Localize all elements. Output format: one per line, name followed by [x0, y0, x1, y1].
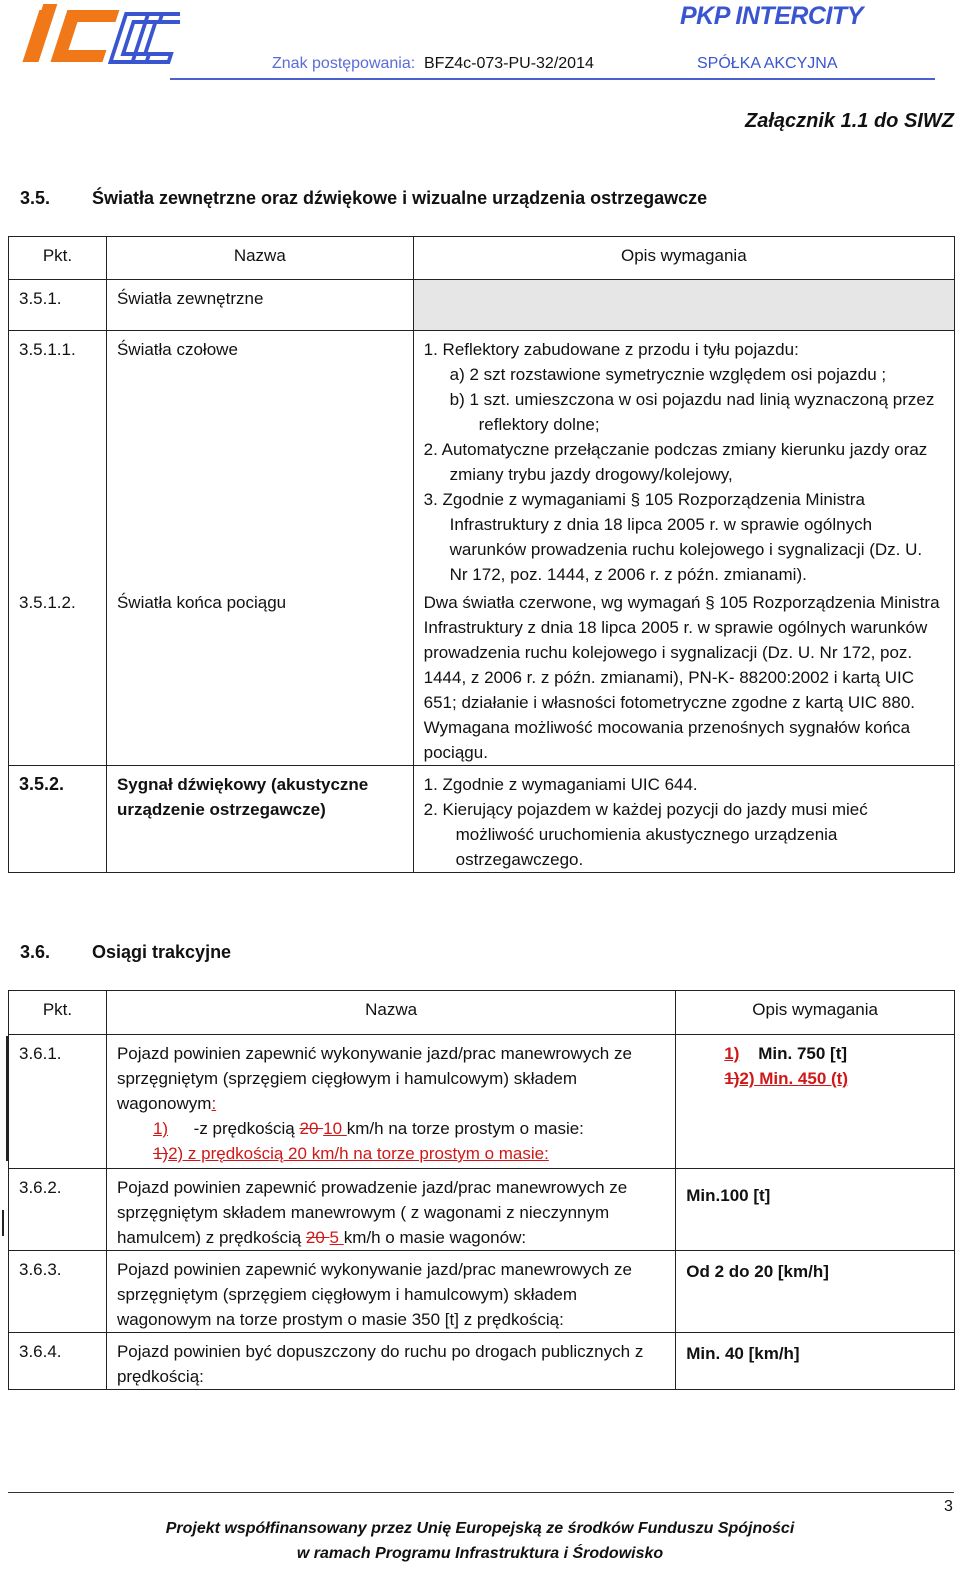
inserted-text: 10	[323, 1119, 347, 1138]
row-name	[106, 1169, 675, 1251]
table-row	[9, 590, 955, 766]
table-row	[9, 766, 955, 873]
reference-label: Znak postępowania:	[272, 55, 416, 72]
row-name: Światła zewnętrzne	[106, 280, 413, 331]
row-name: Sygnał dźwiękowy (akustyczne urządzenie ostrzegawcze)	[106, 766, 413, 873]
row-text: Pojazd powinien zapewnić wykonywanie jazd/prac manewrowych ze sprzęgniętym (sprzęgiem cięgłowym i hamulcowym) składem wagonowym	[116, 1044, 632, 1113]
row-pkt: 3.6.1.	[9, 1035, 107, 1169]
list-item: 2. Automatyczne przełączanie podczas zmiany kierunku jazdy oraz zmiany trybu jazdy drogowy/kolejowy,	[423, 440, 928, 484]
list-item: 2. Kierujący pojazdem w każdej pozycji do jazdy musi mieć możliwość uruchomienia akustycznego urządzenia ostrzegawczego.	[423, 800, 868, 869]
row-pkt: 3.5.1.2.	[9, 590, 107, 766]
table-row	[9, 1333, 955, 1390]
list-text: -z prędkością	[188, 1119, 300, 1138]
row-name	[106, 1035, 675, 1169]
list-item	[117, 1116, 665, 1141]
lights-table	[8, 236, 955, 873]
reference-value: BFZ4c-073-PU-32/2014	[424, 55, 594, 72]
page-number: 3	[944, 1498, 953, 1515]
row-text: Pojazd powinien zapewnić prowadzenie jazd/prac manewrowych ze sprzęgniętym składem manewrowym ( z wagonami z nieczynnym hamulcem) z prędkością	[116, 1178, 628, 1247]
header-name: Nazwa	[106, 991, 675, 1035]
section-title: Światła zewnętrzne oraz dźwiękowe i wizualne urządzenia ostrzegawcze	[92, 188, 708, 208]
inserted-text: 5	[329, 1228, 344, 1247]
header-pkt: Pkt.	[9, 991, 107, 1035]
section-number: 3.6.	[20, 942, 51, 962]
row-text: km/h o masie wagonów:	[343, 1228, 527, 1247]
table-header-row	[9, 237, 955, 280]
value-line	[724, 1066, 944, 1091]
row-pkt: 3.6.4.	[9, 1333, 107, 1390]
list-item: 3. Zgodnie z wymaganiami § 105 Rozporządzenia Ministra Infrastruktury z dnia 18 lipca 2005 r. w sprawie ogólnych warunków prowadzenia ruchu kolejowego i sygnalizacji (Dz. U. Nr 172, poz. 1444, z 2006 r. z późn. zmianami).	[423, 490, 923, 584]
row-name: Pojazd powinien zapewnić wykonywanie jazd/prac manewrowych ze sprzęgniętym (sprzęgiem cięgłowym i hamulcowym) składem wagonowym na torze prostym o masie 350 [t] z prędkością:	[106, 1251, 675, 1333]
row-name: Pojazd powinien być dopuszczony do ruchu po drogach publicznych z prędkością:	[106, 1333, 675, 1390]
footer-divider	[8, 1492, 954, 1493]
inserted-text: 2) Min. 450 (t)	[739, 1069, 848, 1088]
table-header-row	[9, 991, 955, 1035]
list-item	[117, 1141, 665, 1166]
row-pkt: 3.5.1.1.	[9, 331, 107, 591]
row-pkt: 3.6.3.	[9, 1251, 107, 1333]
header-pkt: Pkt.	[9, 237, 107, 280]
section-title: Osiągi trakcyjne	[92, 942, 232, 962]
deleted-text: 1)	[152, 1144, 169, 1163]
row-value	[676, 1035, 955, 1169]
row-value: Min. 40 [km/h]	[676, 1333, 955, 1390]
row-desc: Dwa światła czerwone, wg wymagań § 105 Rozporządzenia Ministra Infrastruktury z dnia 18 lipca 2005 r. w sprawie ogólnych warunków prowadzenia ruchu kolejowego i sygnalizacji (Dz. U. Nr 172, poz. 1444, z 2006 r. z późn. zmianami), PN-K- 88200:2002 i kartą UIC 651; działanie i własności fotometryczne zgodne z kartą UIC 880. Wymagana możliwość mocowania przenośnych sygnałów końca pociągu.	[413, 590, 954, 766]
table-row	[9, 1251, 955, 1333]
row-pkt: 3.6.2.	[9, 1169, 107, 1251]
brand-name: PKP INTERCITY	[680, 2, 863, 30]
table-row	[9, 1035, 955, 1169]
row-name: Światła końca pociągu	[106, 590, 413, 766]
row-value: Od 2 do 20 [km/h]	[676, 1251, 955, 1333]
header-desc: Opis wymagania	[676, 991, 955, 1035]
revision-marker	[2, 1210, 4, 1236]
row-desc-empty	[413, 280, 954, 331]
list-item: 1. Reflektory zabudowane z przodu i tyłu pojazdu:	[423, 340, 799, 359]
deleted-text: 20	[299, 1119, 324, 1138]
company-type: SPÓŁKA AKCYJNA	[697, 55, 838, 72]
traction-table	[8, 990, 955, 1390]
list-item: b) 1 szt. umieszczona w osi pojazdu nad linią wyznaczoną przez reflektory dolne;	[449, 390, 935, 434]
list-item: a) 2 szt rozstawione symetrycznie względem osi pojazdu ;	[449, 365, 887, 384]
inserted-text: 1)	[152, 1119, 169, 1138]
footer-line-2: w ramach Programu Infrastruktura i Środowisko	[296, 1545, 664, 1562]
row-desc	[413, 766, 954, 873]
value-text: Min. 750 [t]	[758, 1044, 848, 1063]
header-name: Nazwa	[106, 237, 413, 280]
inserted-text: :	[211, 1094, 217, 1113]
deleted-text: 20	[305, 1228, 330, 1247]
iccc-logo	[20, 2, 180, 68]
table-row	[9, 331, 955, 591]
value-line	[724, 1041, 944, 1066]
table-row	[9, 1169, 955, 1251]
row-value: Min.100 [t]	[676, 1169, 955, 1251]
header-divider	[170, 78, 935, 80]
inserted-text: 1)	[724, 1044, 740, 1063]
row-pkt: 3.5.1.	[9, 280, 107, 331]
list-text: km/h na torze prostym o masie:	[346, 1119, 584, 1138]
header-desc: Opis wymagania	[413, 237, 954, 280]
row-pkt: 3.5.2.	[9, 766, 107, 873]
inserted-text: 2) z prędkością 20 km/h na torze prostym o masie:	[168, 1144, 549, 1163]
table-row	[9, 280, 955, 331]
footer-line-1: Projekt współfinansowany przez Unię Europejską ze środków Funduszu Spójności	[165, 1520, 795, 1537]
deleted-text: 1)	[724, 1069, 740, 1088]
row-name: Światła czołowe	[106, 331, 413, 591]
list-item: 1. Zgodnie z wymaganiami UIC 644.	[423, 775, 698, 794]
attachment-title: Załącznik 1.1 do SIWZ	[745, 110, 954, 132]
section-number: 3.5.	[20, 188, 51, 208]
row-desc	[413, 331, 954, 591]
